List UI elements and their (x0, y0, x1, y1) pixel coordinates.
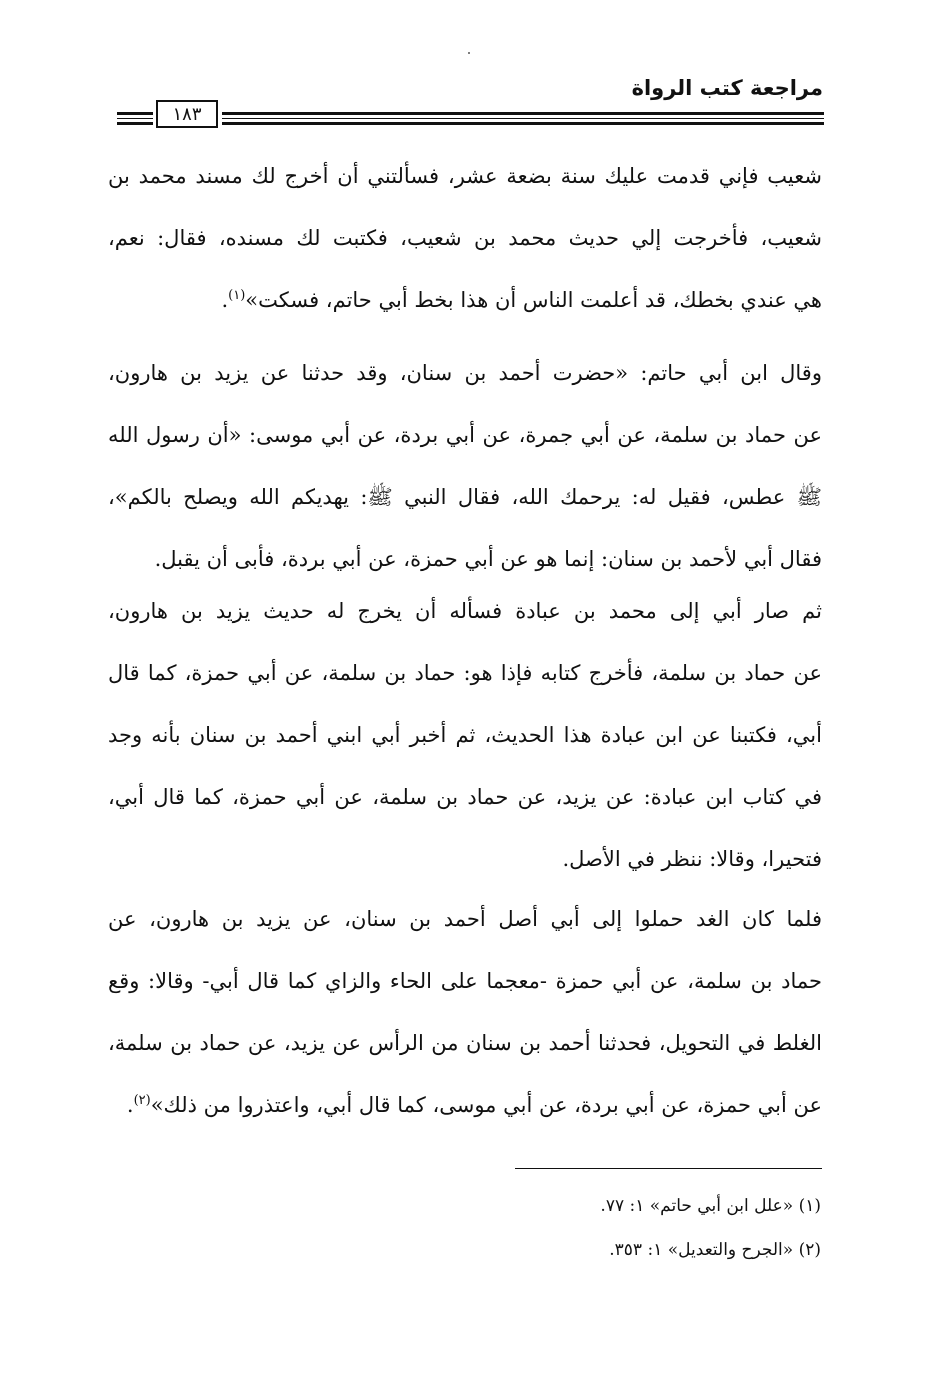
header-rule (117, 112, 153, 115)
footnote-ref: (٢) (133, 1093, 151, 1108)
text-line: في كتاب ابن عبادة: عن يزيد، عن حماد بن سلمة، عن أبي حمزة، كما قال أبي، (108, 785, 822, 809)
paragraph-4 (108, 888, 822, 1136)
paragraph-2 (108, 342, 822, 590)
speck-mark (468, 52, 470, 54)
footnote-1: (١) «علل ابن أبي حاتم» ١: ٧٧. (600, 1196, 821, 1216)
page-number: ١٨٣ (156, 100, 218, 128)
paragraph-3 (108, 580, 822, 890)
text-line: أبي، فكتبنا عن ابن عبادة هذا الحديث، ثم أخبر أبي ابني أحمد بن سنان بأنه وجد (108, 723, 822, 747)
text-line: فقال أبي لأحمد بن سنان: إنما هو عن أبي حمزة، عن أبي بردة، فأبى أن يقبل. (154, 547, 822, 571)
header-rule (222, 112, 824, 115)
text-line: الغلط في التحويل، فحدثنا أحمد بن سنان من الرأس عن يزيد، عن حماد بن سلمة، (108, 1031, 822, 1055)
header-rule (222, 118, 824, 119)
footnote-ref: (١) (228, 288, 246, 303)
text-line: ثم صار أبي إلى محمد بن عبادة فسأله أن يخرج له حديث يزيد بن هارون، (108, 599, 822, 623)
text-line: ﷺ عطس، فقيل له: يرحمك الله، فقال النبي ﷺ: يهديكم الله ويصلح بالكم»، (108, 485, 822, 509)
text-line: وقال ابن أبي حاتم: «حضرت أحمد بن سنان، وقد حدثنا عن يزيد بن هارون، (108, 361, 822, 385)
text-line: شعيب، فأخرجت إلي حديث محمد بن شعيب، فكتبت لك مسنده، فقال: نعم، (108, 226, 822, 250)
header-rule (117, 118, 153, 119)
text-line: عن حماد بن سلمة، فأخرج كتابه فإذا هو: حماد بن سلمة، عن أبي حمزة، كما قال (108, 661, 822, 685)
text-line: فلما كان الغد حملوا إلى أبي أصل أحمد بن سنان، عن يزيد بن هارون، عن (108, 907, 822, 931)
paragraph-1 (108, 145, 822, 331)
text-line: عن أبي حمزة، عن أبي بردة، عن أبي موسى، كما قال أبي، واعتذروا من ذلك»$^{(٢)}$. (126, 1093, 822, 1117)
text-line: هي عندي بخطك، قد أعلمت الناس أن هذا بخط أبي حاتم، فسكت»$^{(١)}$. (221, 288, 822, 312)
running-header-title: مراجعة كتب الرواة (631, 76, 823, 100)
text-line: عن حماد بن سلمة، عن أبي جمرة، عن أبي بردة، عن أبي موسى: «أن رسول الله (108, 423, 822, 447)
header-rule (222, 122, 824, 125)
header-rule (117, 122, 153, 125)
text-line: حماد بن سلمة، عن أبي حمزة -معجما على الحاء والزاي كما قال أبي- وقالا: وقع (108, 969, 822, 993)
footnote-2: (٢) «الجرح والتعديل» ١: ٣٥٣. (609, 1240, 821, 1260)
footnote-separator (515, 1168, 822, 1169)
text-line: فتحيرا، وقالا: ننظر في الأصل. (562, 847, 822, 871)
text-line: شعيب فإني قدمت عليك سنة بضعة عشر، فسألتني أن أخرج لك مسند محمد بن (108, 164, 822, 188)
